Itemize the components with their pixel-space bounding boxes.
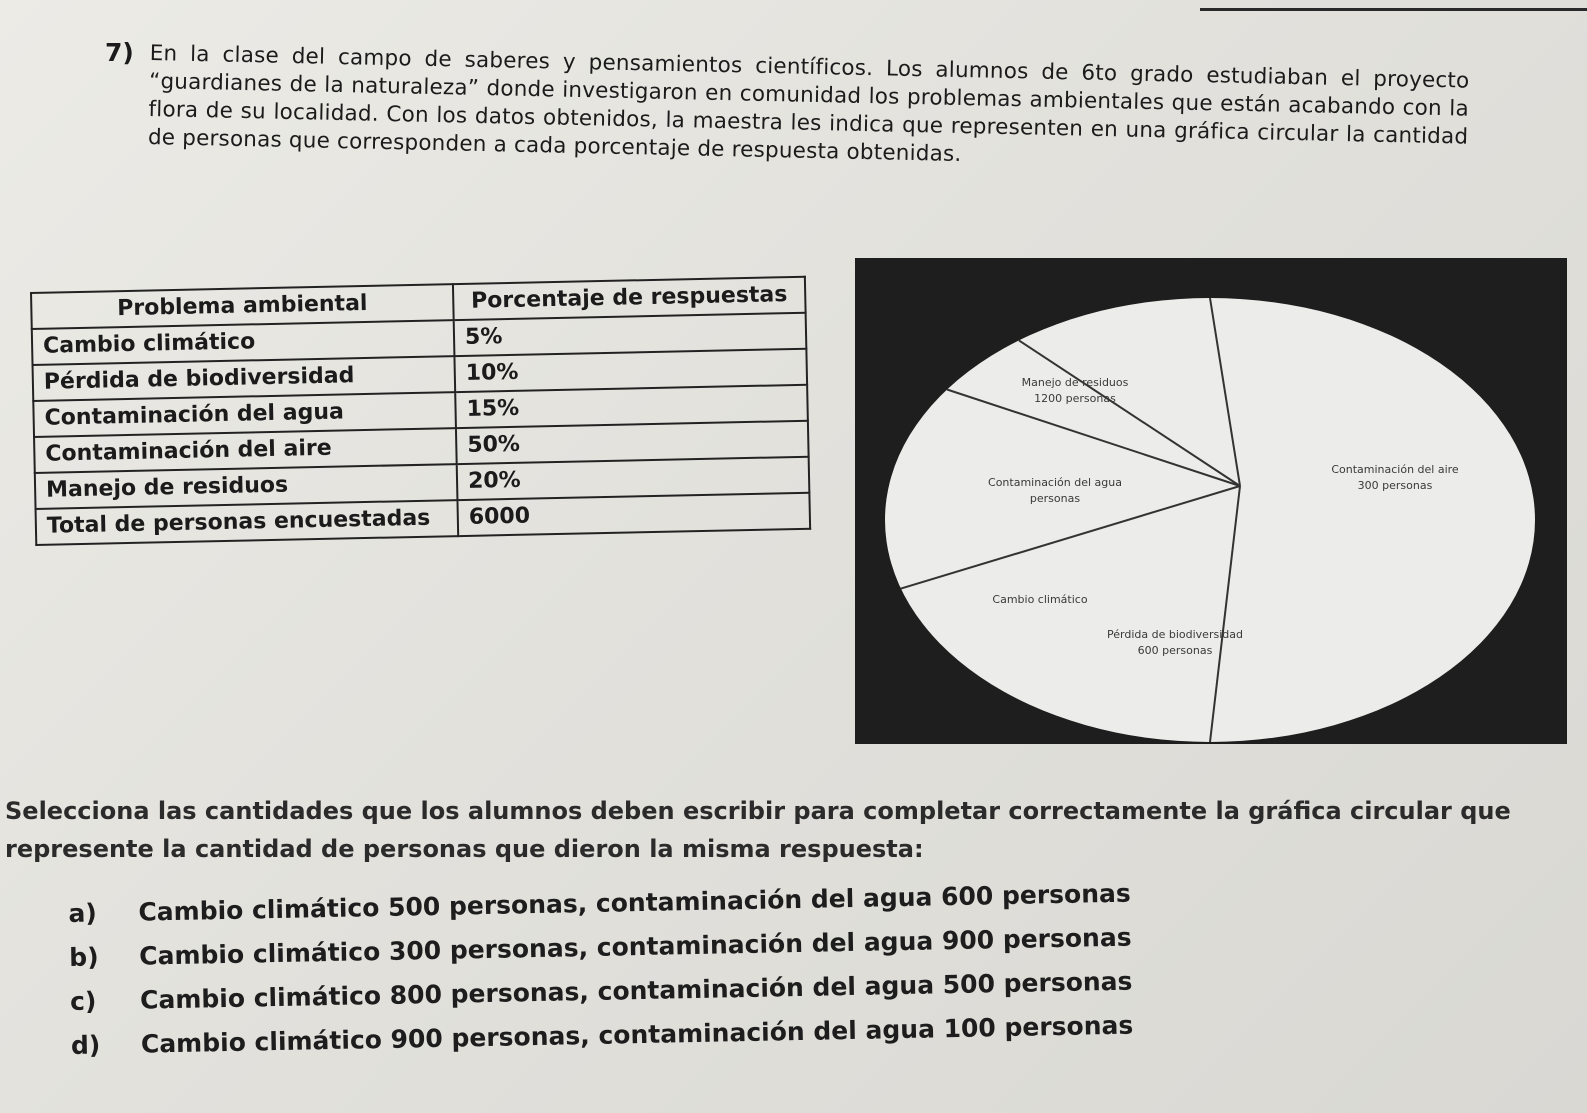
header-percent: Porcentaje de respuestas	[453, 277, 806, 320]
problem-cell: Cambio climático	[32, 320, 455, 365]
pie-slice-label: Cambio climático	[992, 593, 1088, 606]
pie-slice-value: 1200 personas	[1034, 392, 1116, 405]
option-text: Cambio climático 800 personas, contaminación del agua 500 personas	[139, 966, 1133, 1015]
percent-cell: 50%	[456, 421, 809, 464]
instruction-prompt: Selecciona las cantidades que los alumnos deben escribir para completar correctamente la gráfica circular que represente la cantidad de personas que dieron la misma respuesta:	[5, 797, 1511, 863]
option-text: Cambio climático 900 personas, contaminación del agua 100 personas	[140, 1010, 1134, 1059]
pie-slice-label: Manejo de residuos	[1021, 376, 1129, 389]
pie-slice-value: 300 personas	[1357, 479, 1433, 492]
answer-options	[68, 865, 1471, 1068]
question-number: 7)	[105, 38, 134, 67]
percent-cell: 6000	[457, 493, 810, 536]
pie-slice-label: Contaminación del agua	[988, 476, 1122, 489]
data-table-container	[30, 276, 811, 546]
percent-cell: 20%	[457, 457, 810, 500]
percent-cell: 10%	[454, 349, 807, 392]
option-letter: a)	[68, 898, 97, 928]
option-letter: c)	[69, 986, 97, 1016]
problem-cell: Contaminación del agua	[33, 392, 456, 437]
percent-cell: 5%	[454, 313, 807, 356]
pie-disc	[885, 298, 1535, 742]
question-text: En la clase del campo de saberes y pensamientos científicos. Los alumnos de 6to grado estudiaban el proyecto “guardianes de la naturaleza” donde investigaron en comunidad los problemas ambientales que están acabando con la flora de su localidad. Con los datos obtenidos, la maestra les indica que representen en una gráfica circular la cantidad de personas que corresponden a cada porcentaje de respuesta obtenidas.	[147, 40, 1470, 168]
pie-slice-label: Contaminación del aire	[1331, 463, 1459, 476]
pie-chart	[855, 258, 1567, 744]
problem-cell: Contaminación del aire	[34, 428, 457, 473]
percent-cell: 15%	[455, 385, 808, 428]
problem-cell: Manejo de residuos	[35, 464, 458, 509]
pie-slice-label: Pérdida de biodiversidad	[1107, 628, 1243, 641]
option-text: Cambio climático 300 personas, contaminación del agua 900 personas	[138, 922, 1132, 971]
pie-slice-value: 600 personas	[1137, 644, 1213, 657]
page-top-rule	[1200, 8, 1587, 11]
data-table	[30, 276, 811, 546]
problem-cell: Pérdida de biodiversidad	[33, 356, 456, 401]
header-problem: Problema ambiental	[31, 284, 454, 329]
problem-cell: Total de personas encuestadas	[36, 500, 459, 545]
pie-chart-container	[855, 258, 1567, 744]
option-letter: d)	[70, 1030, 101, 1060]
option-letter: b)	[68, 942, 99, 972]
pie-slice-value: personas	[1029, 492, 1081, 505]
option-text: Cambio climático 500 personas, contaminación del agua 600 personas	[138, 878, 1131, 927]
